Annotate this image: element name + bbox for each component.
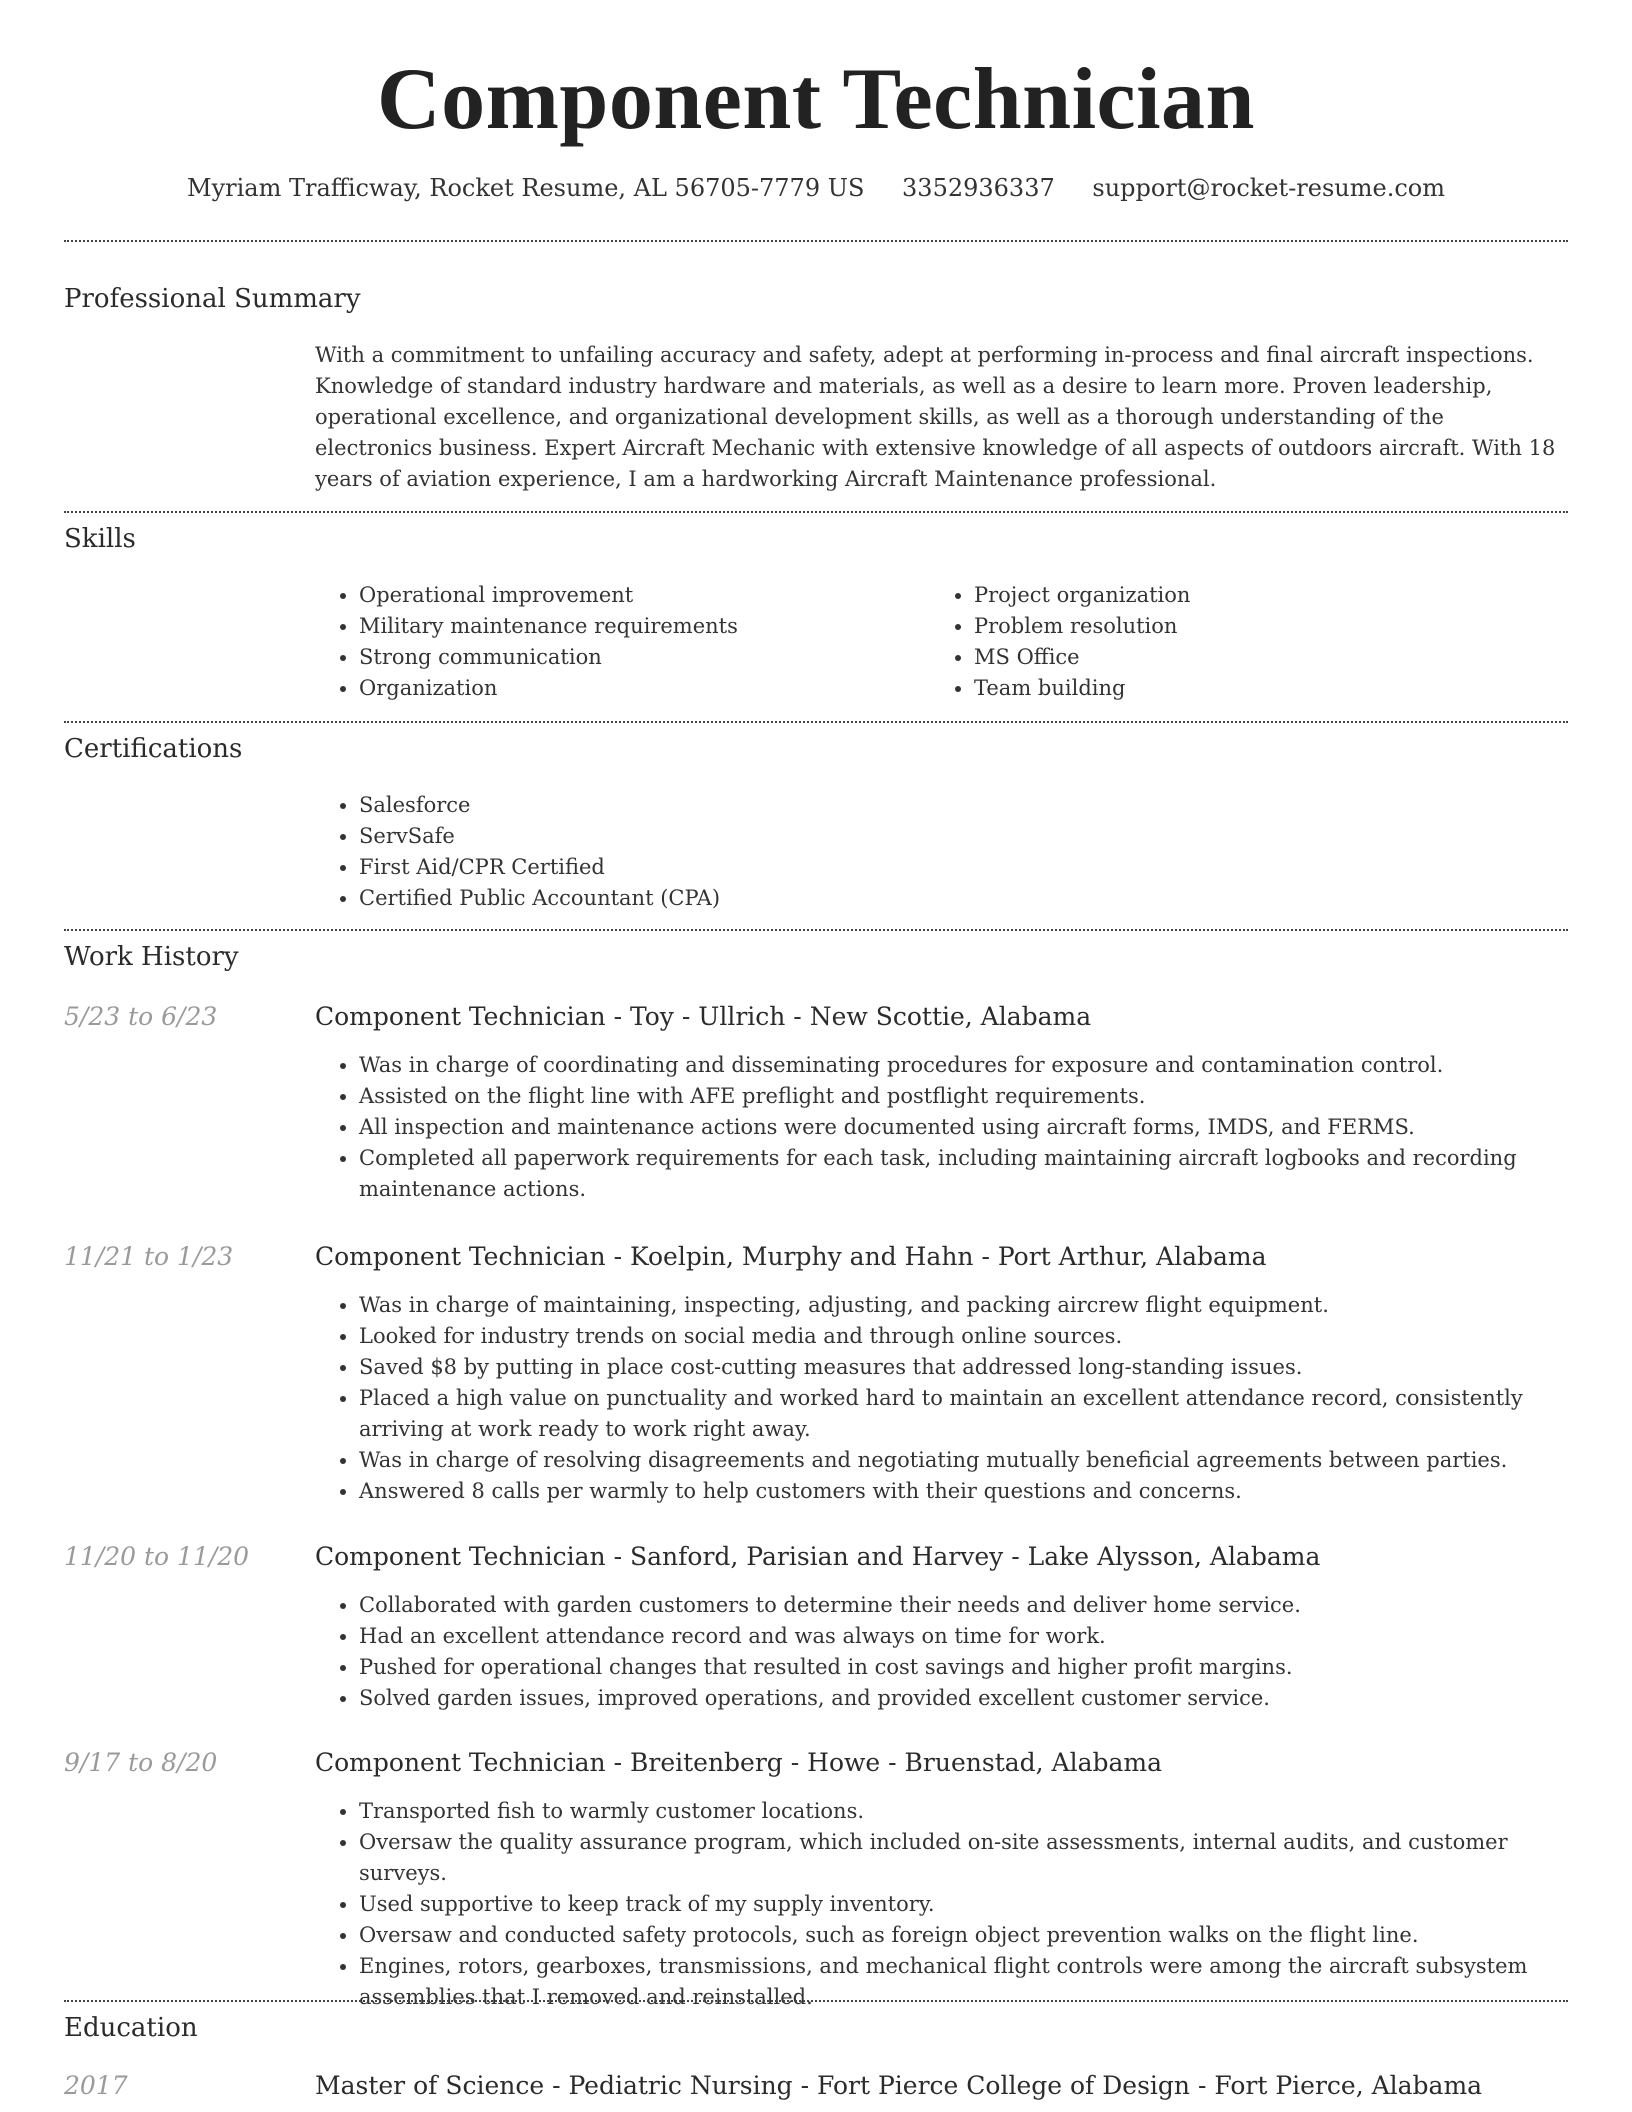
skill-item: • Strong communication <box>359 642 919 673</box>
job-bullet: • Placed a high value on punctuality and worked hard to maintain an excellent attendance record, consistently arriving at work ready to work right away. <box>359 1383 1599 1445</box>
certifications-list <box>315 790 1459 914</box>
job-dates: 9/17 to 8/20 <box>64 1748 218 1777</box>
job-dates: 5/23 to 6/23 <box>64 1002 218 1031</box>
phone: 3352936337 <box>902 174 1055 202</box>
job-bullet: • Had an excellent attendance record and was always on time for work. <box>359 1621 1599 1652</box>
job-bullets <box>315 1796 1599 2013</box>
summary-text: With a commitment to unfailing accuracy and safety, adept at performing in-process and final aircraft inspections. Knowledge of standard industry hardware and materials, as well as a desire to learn more. Proven leadership, operational excellence, and organizational development skills, as well as a thorough understanding of the electronics business. Expert Aircraft Mechanic with extensive knowledge of all aspects of outdoors aircraft. With 18 years of aviation experience, I am a hardworking Aircraft Maintenance professional. <box>315 343 1556 491</box>
job-dates: 11/21 to 1/23 <box>64 1242 234 1271</box>
job-bullet: • Answered 8 calls per warmly to help customers with their questions and concerns. <box>359 1476 1599 1507</box>
job-bullet: • Used supportive to keep track of my supply inventory. <box>359 1889 1599 1920</box>
job-bullets <box>315 1050 1599 1205</box>
contact-line <box>64 170 1568 206</box>
job-title: Component Technician - Sanford, Parisian and Harvey - Lake Alysson, Alabama <box>315 1542 1321 1571</box>
job-bullet: • Solved garden issues, improved operations, and provided excellent customer service. <box>359 1683 1599 1714</box>
education-title: Master of Science - Pediatric Nursing - Fort Pierce College of Design - Fort Pierce, Alabama <box>315 2071 1483 2100</box>
email-link[interactable]: support@rocket-resume.com <box>1092 174 1445 202</box>
job-bullet: • Looked for industry trends on social media and through online sources. <box>359 1321 1599 1352</box>
skill-item: • Project organization <box>974 580 1534 611</box>
skill-item: • Problem resolution <box>974 611 1534 642</box>
job-bullet: • Transported fish to warmly customer locations. <box>359 1796 1599 1827</box>
job-bullet: • Was in charge of maintaining, inspecting, adjusting, and packing aircrew flight equipment. <box>359 1290 1599 1321</box>
job-bullet: • Assisted on the flight line with AFE preflight and postflight requirements. <box>359 1081 1599 1112</box>
certification-item: • Salesforce <box>359 790 1459 821</box>
work-history-heading: Work History <box>64 942 239 972</box>
summary-heading: Professional Summary <box>64 284 361 314</box>
job-bullet: • Engines, rotors, gearboxes, transmissions, and mechanical flight controls were among the aircraft subsystem assemblies that I removed and reinstalled. <box>359 1951 1599 2013</box>
certifications-heading: Certifications <box>64 734 243 764</box>
education-year: 2017 <box>64 2071 128 2100</box>
skills-heading: Skills <box>64 524 136 554</box>
skills-list-right <box>930 580 1534 704</box>
job-bullet: • Oversaw and conducted safety protocols, such as foreign object prevention walks on the flight line. <box>359 1920 1599 1951</box>
skill-item: • Military maintenance requirements <box>359 611 919 642</box>
divider <box>64 721 1568 723</box>
certification-item: • First Aid/CPR Certified <box>359 852 1459 883</box>
certification-item: • Certified Public Accountant (CPA) <box>359 883 1459 914</box>
divider <box>64 240 1568 242</box>
certification-item: • ServSafe <box>359 821 1459 852</box>
job-bullet: • Collaborated with garden customers to determine their needs and deliver home service. <box>359 1590 1599 1621</box>
job-title: Component Technician - Breitenberg - Howe - Bruenstad, Alabama <box>315 1748 1163 1777</box>
divider <box>64 2000 1568 2002</box>
candidate-name: Component Technician <box>377 51 1255 148</box>
job-bullet: • Oversaw the quality assurance program, which included on-site assessments, internal audits, and customer surveys. <box>359 1827 1599 1889</box>
job-title: Component Technician - Toy - Ullrich - New Scottie, Alabama <box>315 1002 1092 1031</box>
education-heading: Education <box>64 2013 198 2043</box>
skill-item: • Operational improvement <box>359 580 919 611</box>
job-bullets <box>315 1590 1599 1714</box>
job-bullet: • Was in charge of coordinating and disseminating procedures for exposure and contamination control. <box>359 1050 1599 1081</box>
job-bullet: • Completed all paperwork requirements for each task, including maintaining aircraft logbooks and recording maintenance actions. <box>359 1143 1599 1205</box>
divider <box>64 511 1568 513</box>
skill-item: • Team building <box>974 673 1534 704</box>
job-title: Component Technician - Koelpin, Murphy and Hahn - Port Arthur, Alabama <box>315 1242 1267 1271</box>
job-bullet: • Saved $8 by putting in place cost-cutting measures that addressed long-standing issues. <box>359 1352 1599 1383</box>
skill-item: • MS Office <box>974 642 1534 673</box>
job-bullet: • All inspection and maintenance actions were documented using aircraft forms, IMDS, and FERMS. <box>359 1112 1599 1143</box>
divider <box>64 929 1568 931</box>
address: Myriam Trafficway, Rocket Resume, AL 56705-7779 US <box>187 174 865 202</box>
job-bullets <box>315 1290 1599 1507</box>
job-bullet: • Was in charge of resolving disagreements and negotiating mutually beneficial agreements between parties. <box>359 1445 1599 1476</box>
job-dates: 11/20 to 11/20 <box>64 1542 250 1571</box>
skills-list-left <box>315 580 919 704</box>
skill-item: • Organization <box>359 673 919 704</box>
job-bullet: • Pushed for operational changes that resulted in cost savings and higher profit margins. <box>359 1652 1599 1683</box>
